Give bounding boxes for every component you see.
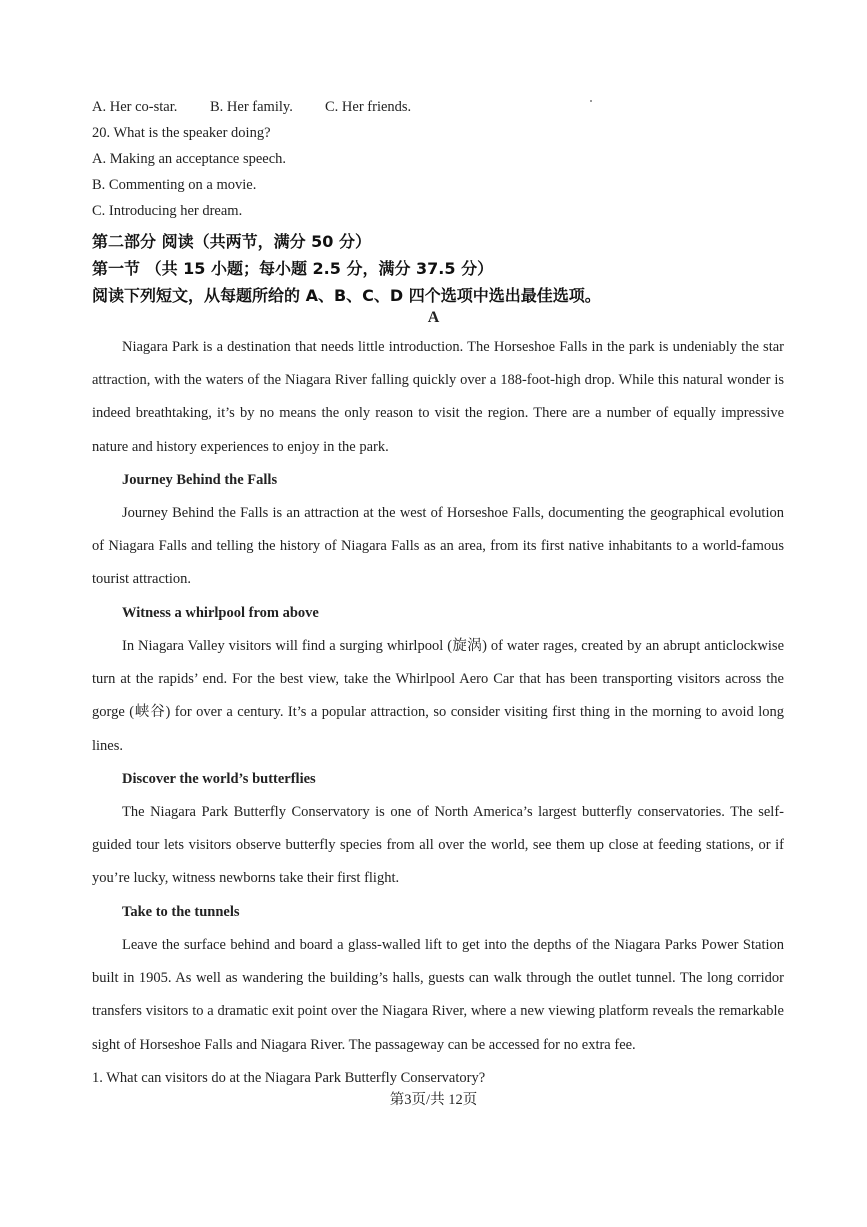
q19-options	[92, 99, 411, 116]
page-footer: 第3页/共 12页	[389, 1092, 478, 1108]
q20-question: 20. What is the speaker doing?	[92, 125, 271, 141]
q19-option-c: C. Her friends.	[325, 99, 412, 115]
section-text-tunnels: Leave the surface behind and board a glass-walled lift to get into the depths of the Niagara Parks Power Station built in 1905. As well as wandering the building’s halls, guests can walk through the outlet tunnel. The long corridor transfers visitors to a dramatic exit point over the Niagara River, where a new viewing platform reveals the remarkable sight of Horseshoe Falls and Niagara River. The passageway can be accessed for no extra fee.	[92, 937, 784, 1053]
section1-title: 第一节 （共 15 小题；每小题 2.5 分，满分 37.5 分）	[92, 259, 494, 278]
section-text-journey: Journey Behind the Falls is an attraction at the west of Horseshoe Falls, documenting the geographical evolution of Niagara Falls and telling the history of Niagara Falls as an area, from its first native inhabitants to a world-famous tourist attraction.	[92, 505, 784, 588]
passage-intro: Niagara Park is a destination that needs little introduction. The Horseshoe Falls in the park is undeniably the star attraction, with the waters of the Niagara River falling quickly over a 188-foot-high drop. While this natural wonder is indeed breathtaking, it’s by no means the only reason to visit the region. There are a number of equally impressive nature and history experiences to enjoy in the park.	[92, 339, 784, 455]
q19-option-b: B. Her family.	[210, 99, 293, 115]
section-title-tunnels: Take to the tunnels	[122, 904, 240, 920]
section-text-butterflies: The Niagara Park Butterfly Conservatory is one of North America’s largest butterfly conservatories. The self-guided tour lets visitors observe butterfly species from all over the world, see them up close at feeding stations, or if you’re lucky, witness newborns take their first flight.	[92, 804, 784, 887]
scan-speck	[590, 100, 592, 102]
reading-instruction: 阅读下列短文，从每题所给的 A、B、C、D 四个选项中选出最佳选项。	[92, 286, 601, 305]
q19-option-a: A. Her co-star.	[92, 99, 178, 115]
section-text-whirlpool: In Niagara Valley visitors will find a surging whirlpool (旋涡) of water rages, created by an abrupt anticlockwise turn at the rapids’ end. For the best view, take the Whirlpool Aero Car that has been transporting visitors across the gorge (峡谷) for over a century. It’s a popular attraction, so consider visiting first thing in the morning to avoid long lines.	[92, 638, 784, 754]
part2-title: 第二部分 阅读（共两节，满分 50 分）	[92, 232, 371, 251]
q20-option-a: A. Making an acceptance speech.	[92, 151, 287, 167]
question-1: 1. What can visitors do at the Niagara Park Butterfly Conservatory?	[92, 1070, 486, 1086]
q20-option-c: C. Introducing her dream.	[92, 203, 243, 219]
section-title-whirlpool: Witness a whirlpool from above	[122, 605, 319, 621]
q20-option-b: B. Commenting on a movie.	[92, 177, 257, 193]
section-title-journey: Journey Behind the Falls	[122, 472, 278, 488]
section-title-butterflies: Discover the world’s butterflies	[122, 771, 316, 787]
passage-letter: A	[427, 309, 440, 326]
